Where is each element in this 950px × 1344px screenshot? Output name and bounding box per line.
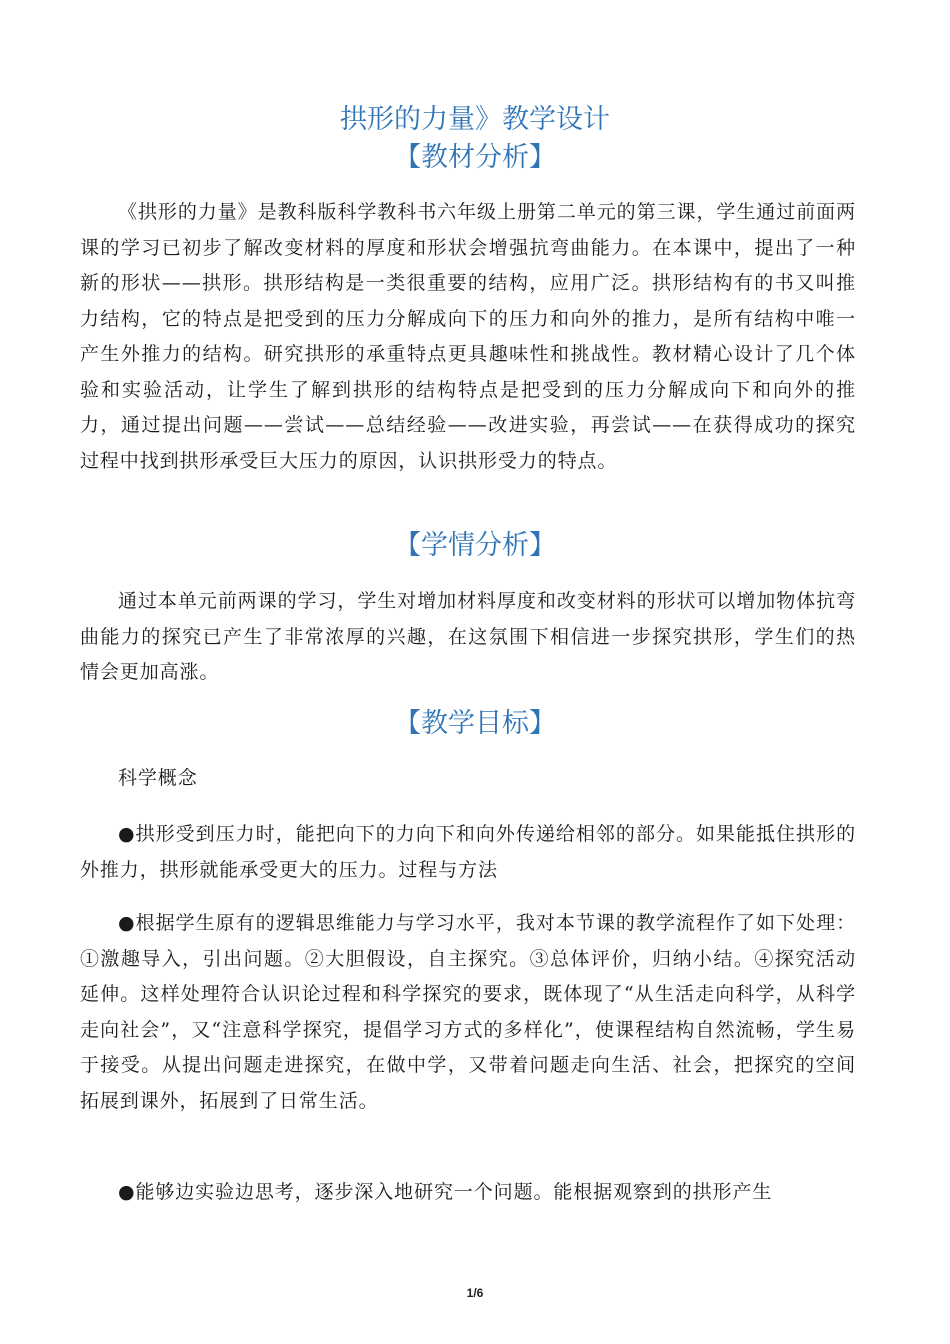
paragraph-student-analysis: 通过本单元前两课的学习，学生对增加材料厚度和改变材料的形状可以增加物体抗弯曲能力的探究已产生了非常浓厚的兴趣，在这氛围下相信进一步探究拱形，学生们的热情会更加高涨。 (80, 590, 856, 683)
paragraph-textbook-analysis: 《拱形的力量》是教科版科学教科书六年级上册第二单元的第三课，学生通过前面两课的学习已初步了解改变材料的厚度和形状会增强抗弯曲能力。在本课中，提出了一种新的形状——拱形。拱形结构是一类很重要的结构，应用广泛。拱形结构有的书又叫推力结构，它的特点是把受到的压力分解成向下的压力和向外的推力，是所有结构中唯一产生外推力的结构。研究拱形的承重特点更具趣味性和挑战性。教材精心设计了几个体验和实验活动，让学生了解到拱形的结构特点是把受到的压力分解成向下和向外的推力，通过提出问题——尝试——总结经验——改进实验，再尝试——在获得成功的探究过程中找到拱形承受巨大压力的原因，认识拱形受力的特点。 (80, 201, 856, 472)
page-number: 1/6 (466, 1286, 484, 1300)
heading-student-analysis: 【学情分析】 (394, 530, 556, 561)
document-title: 拱形的力量》教学设计 (340, 104, 610, 135)
paragraph-goal-teaching-flow: ●根据学生原有的逻辑思维能力与学习水平，我对本节课的教学流程作了如下处理：①激趣导入，引出问题。②大胆假设，自主探究。③总体评价，归纳小结。④探究活动延伸。这样处理符合认识论过程和科学探究的要求，既体现了“从生活走向科学，从科学走向社会”，又“注意科学探究，提倡学习方式的多样化”，使课程结构自然流畅，学生易于接受。从提出问题走进探究，在做中学，又带着问题走向生活、社会，把探究的空间拓展到课外，拓展到了日常生活。 (80, 912, 856, 1112)
heading-teaching-goals: 【教学目标】 (394, 708, 556, 739)
paragraph-science-concept: 科学概念 (118, 767, 198, 789)
paragraph-goal-arch-force: ●拱形受到压力时，能把向下的力向下和向外传递给相邻的部分。如果能抵住拱形的外推力，拱形就能承受更大的压力。过程与方法 (80, 823, 856, 881)
paragraph-goal-experiment: ●能够边实验边思考，逐步深入地研究一个问题。能根据观察到的拱形产生 (118, 1181, 773, 1203)
heading-textbook-analysis: 【教材分析】 (394, 142, 556, 173)
